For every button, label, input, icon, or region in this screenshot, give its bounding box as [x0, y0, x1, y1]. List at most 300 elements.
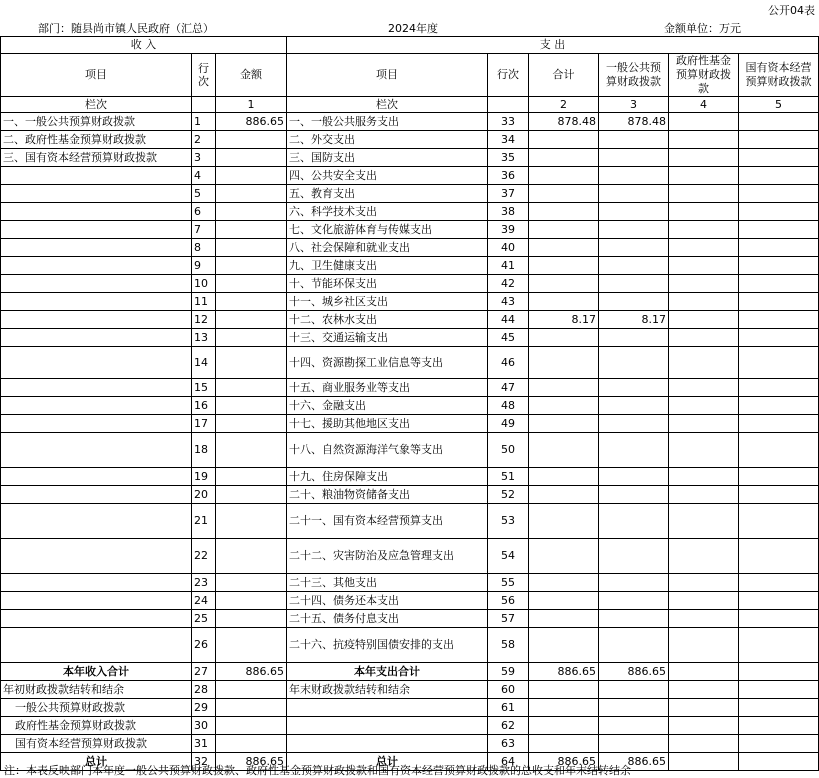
- state-capital-amount: [739, 574, 819, 592]
- expense-item: 八、社会保障和就业支出: [287, 239, 488, 257]
- gov-fund-amount: [669, 486, 739, 504]
- state-capital-amount: [739, 311, 819, 329]
- expense-row-no: 38: [488, 203, 529, 221]
- expense-row-no: 57: [488, 610, 529, 628]
- state-capital-amount: [739, 113, 819, 131]
- expense-row-no: 33: [488, 113, 529, 131]
- income-amount: 886.65: [216, 753, 287, 771]
- table-row: [1, 311, 819, 329]
- table-row: [1, 221, 819, 239]
- gov-fund-amount: [669, 347, 739, 379]
- table-row: [1, 433, 819, 468]
- state-capital-amount: [739, 131, 819, 149]
- income-item: 一、一般公共预算财政拨款: [1, 113, 192, 131]
- income-item: [1, 415, 192, 433]
- income-row-no: 11: [192, 293, 216, 311]
- income-amount: [216, 574, 287, 592]
- general-budget-amount: 886.65: [599, 663, 669, 681]
- expense-row-no: 61: [488, 699, 529, 717]
- expense-total: 8.17: [529, 311, 599, 329]
- expense-total: [529, 379, 599, 397]
- expense-total: [529, 347, 599, 379]
- expense-total: [529, 433, 599, 468]
- general-budget-amount: [599, 397, 669, 415]
- table-row: [1, 592, 819, 610]
- gov-fund-amount: [669, 113, 739, 131]
- column-number: 1: [216, 97, 287, 113]
- expense-row-no-header: 行次: [488, 54, 529, 97]
- income-item: [1, 203, 192, 221]
- income-amount: [216, 628, 287, 663]
- income-row-no: 12: [192, 311, 216, 329]
- expense-total: [529, 149, 599, 167]
- expense-row-no: 40: [488, 239, 529, 257]
- income-amount: 886.65: [216, 113, 287, 131]
- table-row: [1, 681, 819, 699]
- income-amount: [216, 149, 287, 167]
- expense-row-no: 47: [488, 379, 529, 397]
- expense-item: 二十四、债务还本支出: [287, 592, 488, 610]
- gov-fund-amount: [669, 663, 739, 681]
- income-item: 年初财政拨款结转和结余: [1, 681, 192, 699]
- expense-row-no: 55: [488, 574, 529, 592]
- income-item: [1, 539, 192, 574]
- table-row: [1, 293, 819, 311]
- income-item-header: 项目: [1, 54, 192, 97]
- income-row-no: 6: [192, 203, 216, 221]
- state-capital-amount: [739, 221, 819, 239]
- footnote: 注：本表反映部门本年度一般公共预算财政拨款、政府性基金预算财政拨款和国有资本经营预算财政拨款的总收支和年末结转结余: [4, 764, 631, 777]
- expense-total: [529, 486, 599, 504]
- gov-fund-amount: [669, 131, 739, 149]
- income-row-no: 19: [192, 468, 216, 486]
- gov-fund-amount: [669, 699, 739, 717]
- income-item: [1, 486, 192, 504]
- section-header-row: [1, 37, 819, 54]
- table-row: [1, 329, 819, 347]
- gov-fund-amount: [669, 610, 739, 628]
- expense-item: 二十五、债务付息支出: [287, 610, 488, 628]
- income-row-no: 26: [192, 628, 216, 663]
- expense-total: [529, 257, 599, 275]
- expense-row-no: 60: [488, 681, 529, 699]
- income-item: [1, 221, 192, 239]
- expense-item-header: 项目: [287, 54, 488, 97]
- table-row: [1, 610, 819, 628]
- state-capital-amount: [739, 329, 819, 347]
- expense-total: [529, 574, 599, 592]
- expense-item: 十七、援助其他地区支出: [287, 415, 488, 433]
- table-row: [1, 539, 819, 574]
- expense-row-no: 37: [488, 185, 529, 203]
- department-label: 部门：随县尚市镇人民政府（汇总）: [38, 22, 214, 35]
- income-item: 国有资本经营预算财政拨款: [1, 735, 192, 753]
- gov-fund-amount: [669, 735, 739, 753]
- income-row-no: 28: [192, 681, 216, 699]
- expense-row-no: 59: [488, 663, 529, 681]
- income-item: [1, 167, 192, 185]
- table-row: [1, 717, 819, 735]
- income-row-no: 2: [192, 131, 216, 149]
- table-row: [1, 185, 819, 203]
- general-budget-amount: [599, 293, 669, 311]
- income-row-no-header: 行次: [192, 54, 216, 97]
- income-row-no: 20: [192, 486, 216, 504]
- column-header-row: [1, 54, 819, 97]
- expense-total: [529, 699, 599, 717]
- expense-item: 六、科学技术支出: [287, 203, 488, 221]
- expense-item: 五、教育支出: [287, 185, 488, 203]
- table-row: [1, 468, 819, 486]
- income-row-no: 4: [192, 167, 216, 185]
- income-item: [1, 504, 192, 539]
- general-budget-amount: [599, 735, 669, 753]
- income-amount: [216, 203, 287, 221]
- gov-fund-amount: [669, 592, 739, 610]
- general-budget-amount: [599, 149, 669, 167]
- income-amount: [216, 433, 287, 468]
- table-row: [1, 379, 819, 397]
- amount-header: 金额: [216, 54, 287, 97]
- general-budget-amount: [599, 681, 669, 699]
- income-item: [1, 610, 192, 628]
- column-number: 2: [529, 97, 599, 113]
- income-item: [1, 592, 192, 610]
- income-amount: [216, 717, 287, 735]
- expense-total: [529, 167, 599, 185]
- expense-total: [529, 397, 599, 415]
- income-row-no: 14: [192, 347, 216, 379]
- expense-total: [529, 221, 599, 239]
- table-row: [1, 167, 819, 185]
- income-item: [1, 293, 192, 311]
- expense-row-no: 63: [488, 735, 529, 753]
- gov-fund-amount: [669, 149, 739, 167]
- income-amount: [216, 185, 287, 203]
- table-row: [1, 113, 819, 131]
- general-budget-amount: [599, 433, 669, 468]
- income-item: [1, 379, 192, 397]
- expense-total: 886.65: [529, 753, 599, 771]
- table-row: [1, 397, 819, 415]
- gov-fund-amount: [669, 628, 739, 663]
- income-row-no: 17: [192, 415, 216, 433]
- gov-fund-amount: [669, 293, 739, 311]
- general-budget-amount: [599, 347, 669, 379]
- income-row-no: 1: [192, 113, 216, 131]
- expense-row-no: 52: [488, 486, 529, 504]
- income-amount: [216, 311, 287, 329]
- expense-item: [287, 717, 488, 735]
- expense-row-no: 56: [488, 592, 529, 610]
- state-capital-header: 国有资本经营预算财政拨款: [739, 54, 819, 97]
- income-row-no: 5: [192, 185, 216, 203]
- expense-total: [529, 239, 599, 257]
- state-capital-amount: [739, 415, 819, 433]
- expense-row-no: 62: [488, 717, 529, 735]
- income-amount: [216, 221, 287, 239]
- income-item: [1, 239, 192, 257]
- income-amount: [216, 329, 287, 347]
- income-amount: [216, 397, 287, 415]
- income-amount: [216, 293, 287, 311]
- expense-row-no: 39: [488, 221, 529, 239]
- general-budget-amount: [599, 592, 669, 610]
- state-capital-amount: [739, 699, 819, 717]
- income-item: [1, 433, 192, 468]
- total-header: 合计: [529, 54, 599, 97]
- income-item: [1, 311, 192, 329]
- income-item: 总计: [1, 753, 192, 771]
- gov-fund-amount: [669, 379, 739, 397]
- expense-total: [529, 293, 599, 311]
- expense-item: 二十三、其他支出: [287, 574, 488, 592]
- expense-total: 886.65: [529, 663, 599, 681]
- income-row-no: 29: [192, 699, 216, 717]
- income-row-no: 31: [192, 735, 216, 753]
- expense-total: [529, 610, 599, 628]
- income-row-no: 7: [192, 221, 216, 239]
- state-capital-amount: [739, 433, 819, 468]
- expense-item: 二十、粮油物资储备支出: [287, 486, 488, 504]
- general-budget-amount: [599, 167, 669, 185]
- expense-row-no: 43: [488, 293, 529, 311]
- state-capital-amount: [739, 167, 819, 185]
- income-item: [1, 347, 192, 379]
- expense-row-no: 50: [488, 433, 529, 468]
- income-item: [1, 468, 192, 486]
- income-header: 收 入: [1, 37, 287, 54]
- income-row-no: 3: [192, 149, 216, 167]
- expense-item: 十二、农林水支出: [287, 311, 488, 329]
- table-row: [1, 663, 819, 681]
- gov-fund-amount: [669, 415, 739, 433]
- expense-item: 十四、资源勘探工业信息等支出: [287, 347, 488, 379]
- expense-item: [287, 699, 488, 717]
- expense-row-no: 54: [488, 539, 529, 574]
- income-row-no: 22: [192, 539, 216, 574]
- table-row: [1, 628, 819, 663]
- general-budget-amount: 8.17: [599, 311, 669, 329]
- income-item: 政府性基金预算财政拨款: [1, 717, 192, 735]
- gov-fund-header: 政府性基金预算财政拨款: [669, 54, 739, 97]
- income-row-no: 9: [192, 257, 216, 275]
- year-label: 2024年度: [388, 22, 438, 35]
- expense-total: [529, 415, 599, 433]
- state-capital-amount: [739, 149, 819, 167]
- expense-total: [529, 717, 599, 735]
- general-budget-amount: [599, 628, 669, 663]
- general-budget-amount: [599, 699, 669, 717]
- expense-row-no: 41: [488, 257, 529, 275]
- table-row: [1, 699, 819, 717]
- empty-cell: [488, 97, 529, 113]
- income-amount: [216, 610, 287, 628]
- expense-column-label: 栏次: [287, 97, 488, 113]
- income-amount: [216, 257, 287, 275]
- expense-item: 一、一般公共服务支出: [287, 113, 488, 131]
- expense-row-no: 64: [488, 753, 529, 771]
- income-row-no: 18: [192, 433, 216, 468]
- general-budget-amount: 886.65: [599, 753, 669, 771]
- expense-row-no: 48: [488, 397, 529, 415]
- state-capital-amount: [739, 504, 819, 539]
- expense-item: 九、卫生健康支出: [287, 257, 488, 275]
- expense-total: 878.48: [529, 113, 599, 131]
- state-capital-amount: [739, 239, 819, 257]
- state-capital-amount: [739, 681, 819, 699]
- expense-total: [529, 681, 599, 699]
- state-capital-amount: [739, 293, 819, 311]
- income-item: [1, 329, 192, 347]
- state-capital-amount: [739, 275, 819, 293]
- income-row-no: 13: [192, 329, 216, 347]
- income-amount: [216, 167, 287, 185]
- general-budget-amount: [599, 221, 669, 239]
- gov-fund-amount: [669, 185, 739, 203]
- expense-item: 四、公共安全支出: [287, 167, 488, 185]
- expense-item: [287, 735, 488, 753]
- income-amount: [216, 504, 287, 539]
- table-row: [1, 735, 819, 753]
- gov-fund-amount: [669, 539, 739, 574]
- state-capital-amount: [739, 486, 819, 504]
- column-label: 栏次: [1, 97, 192, 113]
- expense-total: [529, 329, 599, 347]
- table-row: [1, 574, 819, 592]
- income-row-no: 15: [192, 379, 216, 397]
- column-number: 4: [669, 97, 739, 113]
- general-budget-amount: [599, 257, 669, 275]
- general-budget-amount: [599, 329, 669, 347]
- gov-fund-amount: [669, 275, 739, 293]
- general-budget-amount: [599, 131, 669, 149]
- form-id: 公开04表: [768, 4, 815, 17]
- income-amount: [216, 539, 287, 574]
- expense-total: [529, 628, 599, 663]
- expense-total: [529, 185, 599, 203]
- state-capital-amount: [739, 397, 819, 415]
- income-row-no: 25: [192, 610, 216, 628]
- income-amount: [216, 379, 287, 397]
- general-budget-amount: [599, 468, 669, 486]
- income-row-no: 23: [192, 574, 216, 592]
- expense-item: 二十二、灾害防治及应急管理支出: [287, 539, 488, 574]
- expense-row-no: 51: [488, 468, 529, 486]
- empty-cell: [192, 97, 216, 113]
- general-budget-amount: [599, 504, 669, 539]
- gov-fund-amount: [669, 504, 739, 539]
- gov-fund-amount: [669, 257, 739, 275]
- state-capital-amount: [739, 717, 819, 735]
- income-row-no: 30: [192, 717, 216, 735]
- income-item: 本年收入合计: [1, 663, 192, 681]
- expense-total: [529, 539, 599, 574]
- column-number-row: [1, 97, 819, 113]
- income-item: [1, 257, 192, 275]
- state-capital-amount: [739, 379, 819, 397]
- budget-table: [0, 36, 819, 771]
- table-row: [1, 504, 819, 539]
- table-row: [1, 239, 819, 257]
- general-budget-header: 一般公共预算财政拨款: [599, 54, 669, 97]
- general-budget-amount: [599, 415, 669, 433]
- income-item: 二、政府性基金预算财政拨款: [1, 131, 192, 149]
- expense-item: 十一、城乡社区支出: [287, 293, 488, 311]
- expense-item: 二十六、抗疫特别国债安排的支出: [287, 628, 488, 663]
- expense-row-no: 58: [488, 628, 529, 663]
- expense-item: 二十一、国有资本经营预算支出: [287, 504, 488, 539]
- income-item: [1, 185, 192, 203]
- income-amount: [216, 239, 287, 257]
- unit-label: 金额单位：万元: [664, 22, 741, 35]
- table-row: [1, 149, 819, 167]
- state-capital-amount: [739, 592, 819, 610]
- gov-fund-amount: [669, 329, 739, 347]
- income-row-no: 27: [192, 663, 216, 681]
- general-budget-amount: [599, 486, 669, 504]
- column-number: 3: [599, 97, 669, 113]
- gov-fund-amount: [669, 221, 739, 239]
- expense-total: [529, 203, 599, 221]
- table-row: [1, 486, 819, 504]
- gov-fund-amount: [669, 239, 739, 257]
- income-row-no: 32: [192, 753, 216, 771]
- state-capital-amount: [739, 203, 819, 221]
- gov-fund-amount: [669, 681, 739, 699]
- income-row-no: 8: [192, 239, 216, 257]
- table-row: [1, 203, 819, 221]
- expense-total: [529, 275, 599, 293]
- state-capital-amount: [739, 468, 819, 486]
- expense-row-no: 49: [488, 415, 529, 433]
- expense-row-no: 53: [488, 504, 529, 539]
- state-capital-amount: [739, 610, 819, 628]
- expense-total: [529, 468, 599, 486]
- income-amount: [216, 468, 287, 486]
- income-amount: [216, 699, 287, 717]
- income-item: [1, 574, 192, 592]
- expense-row-no: 44: [488, 311, 529, 329]
- gov-fund-amount: [669, 468, 739, 486]
- income-amount: [216, 347, 287, 379]
- state-capital-amount: [739, 628, 819, 663]
- income-item: [1, 275, 192, 293]
- general-budget-amount: [599, 239, 669, 257]
- income-row-no: 16: [192, 397, 216, 415]
- expense-row-no: 36: [488, 167, 529, 185]
- gov-fund-amount: [669, 574, 739, 592]
- general-budget-amount: [599, 717, 669, 735]
- income-amount: [216, 415, 287, 433]
- income-amount: 886.65: [216, 663, 287, 681]
- column-number: 5: [739, 97, 819, 113]
- income-row-no: 21: [192, 504, 216, 539]
- expense-item: 二、外交支出: [287, 131, 488, 149]
- expense-row-no: 42: [488, 275, 529, 293]
- table-row: [1, 257, 819, 275]
- gov-fund-amount: [669, 717, 739, 735]
- general-budget-amount: [599, 539, 669, 574]
- expense-item: 十、节能环保支出: [287, 275, 488, 293]
- expense-item: 十九、住房保障支出: [287, 468, 488, 486]
- expense-row-no: 34: [488, 131, 529, 149]
- expense-row-no: 45: [488, 329, 529, 347]
- expense-item: 年末财政拨款结转和结余: [287, 681, 488, 699]
- expense-item: 七、文化旅游体育与传媒支出: [287, 221, 488, 239]
- income-row-no: 24: [192, 592, 216, 610]
- general-budget-amount: [599, 275, 669, 293]
